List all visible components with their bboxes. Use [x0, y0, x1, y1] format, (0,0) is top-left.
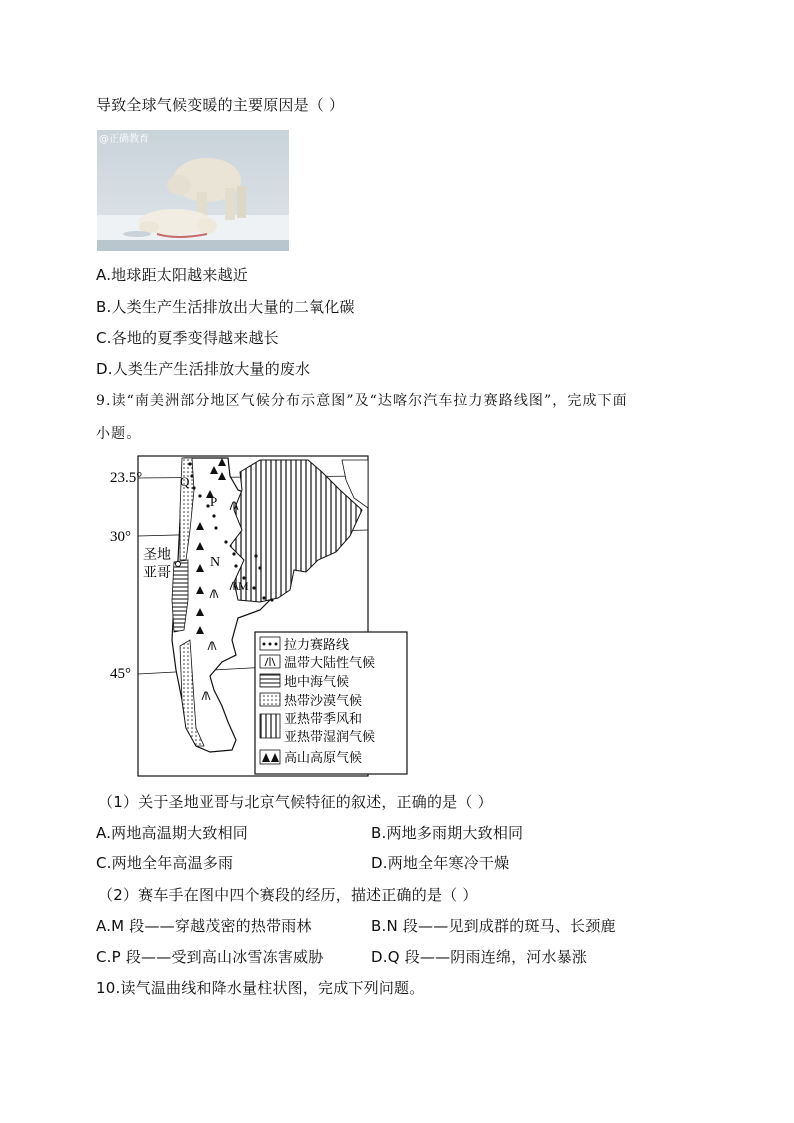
polar-bear-photo — [97, 130, 289, 251]
q9-sub2-option-b: B.N 段——见到成群的斑马、长颈鹿 — [371, 917, 616, 935]
photo-watermark: @正确教育 — [99, 134, 149, 145]
q9-sub1-option-b: B.两地多雨期大致相同 — [371, 824, 524, 842]
q9-sub1-option-a: A.两地高温期大致相同 — [96, 824, 248, 842]
q8-option-d: D.人类生产生活排放大量的废水 — [96, 360, 311, 378]
svg-text:拉力赛路线: 拉力赛路线 — [284, 638, 350, 653]
q8-question: 导致全球气候变暖的主要原因是（ ） — [96, 96, 345, 114]
lat-45: 45° — [110, 666, 131, 682]
q8-option-c: C.各地的夏季变得越来越长 — [96, 329, 279, 347]
svg-text:亚热带季风和: 亚热带季风和 — [284, 712, 363, 727]
svg-text:温带大陆性气候: 温带大陆性气候 — [284, 656, 376, 671]
svg-text:热带沙漠气候: 热带沙漠气候 — [284, 694, 363, 709]
q9-sub2-option-c: C.P 段——受到高山冰雪冻害威胁 — [96, 948, 324, 966]
city-label-line2: 亚哥 — [143, 565, 171, 581]
map-point-p: P — [210, 494, 218, 509]
q9-sub1-option-d: D.两地全年寒冷干燥 — [371, 854, 510, 872]
q9-sub2-option-d: D.Q 段——阴雨连绵，河水暴涨 — [371, 948, 588, 966]
legend-highland — [260, 750, 362, 766]
q9-stem-line1: 9.读“南美洲部分地区气候分布示意图”及“达喀尔汽车拉力赛路线图”，完成下面 — [96, 393, 628, 409]
lat-23-5: 23.5° — [110, 470, 143, 486]
city-label-line1: 圣地 — [143, 547, 171, 563]
map-point-n: N — [210, 555, 221, 570]
svg-text:高山高原气候: 高山高原气候 — [284, 751, 363, 766]
svg-text:亚热带湿润气候: 亚热带湿润气候 — [284, 730, 376, 745]
q10-stem: 10.读气温曲线和降水量柱状图，完成下列问题。 — [96, 979, 425, 997]
svg-text:地中海气候: 地中海气候 — [284, 675, 350, 690]
q9-stem-line2: 小题。 — [96, 426, 142, 442]
map-point-m: M — [238, 579, 249, 593]
q9-sub1-question: （1）关于圣地亚哥与北京气候特征的叙述，正确的是（ ） — [98, 793, 493, 811]
q8-option-a: A.地球距太阳越来越近 — [96, 266, 248, 284]
q9-sub2-question: （2）赛车手在图中四个赛段的经历，描述正确的是（ ） — [98, 886, 478, 904]
south-america-climate-map — [110, 450, 410, 778]
q9-sub1-option-c: C.两地全年高温多雨 — [96, 854, 234, 872]
lat-30: 30° — [110, 529, 131, 545]
q9-sub2-option-a: A.M 段——穿越茂密的热带雨林 — [96, 917, 312, 935]
q8-option-b: B.人类生产生活排放出大量的二氧化碳 — [96, 298, 355, 316]
map-point-q: Q — [180, 474, 190, 489]
